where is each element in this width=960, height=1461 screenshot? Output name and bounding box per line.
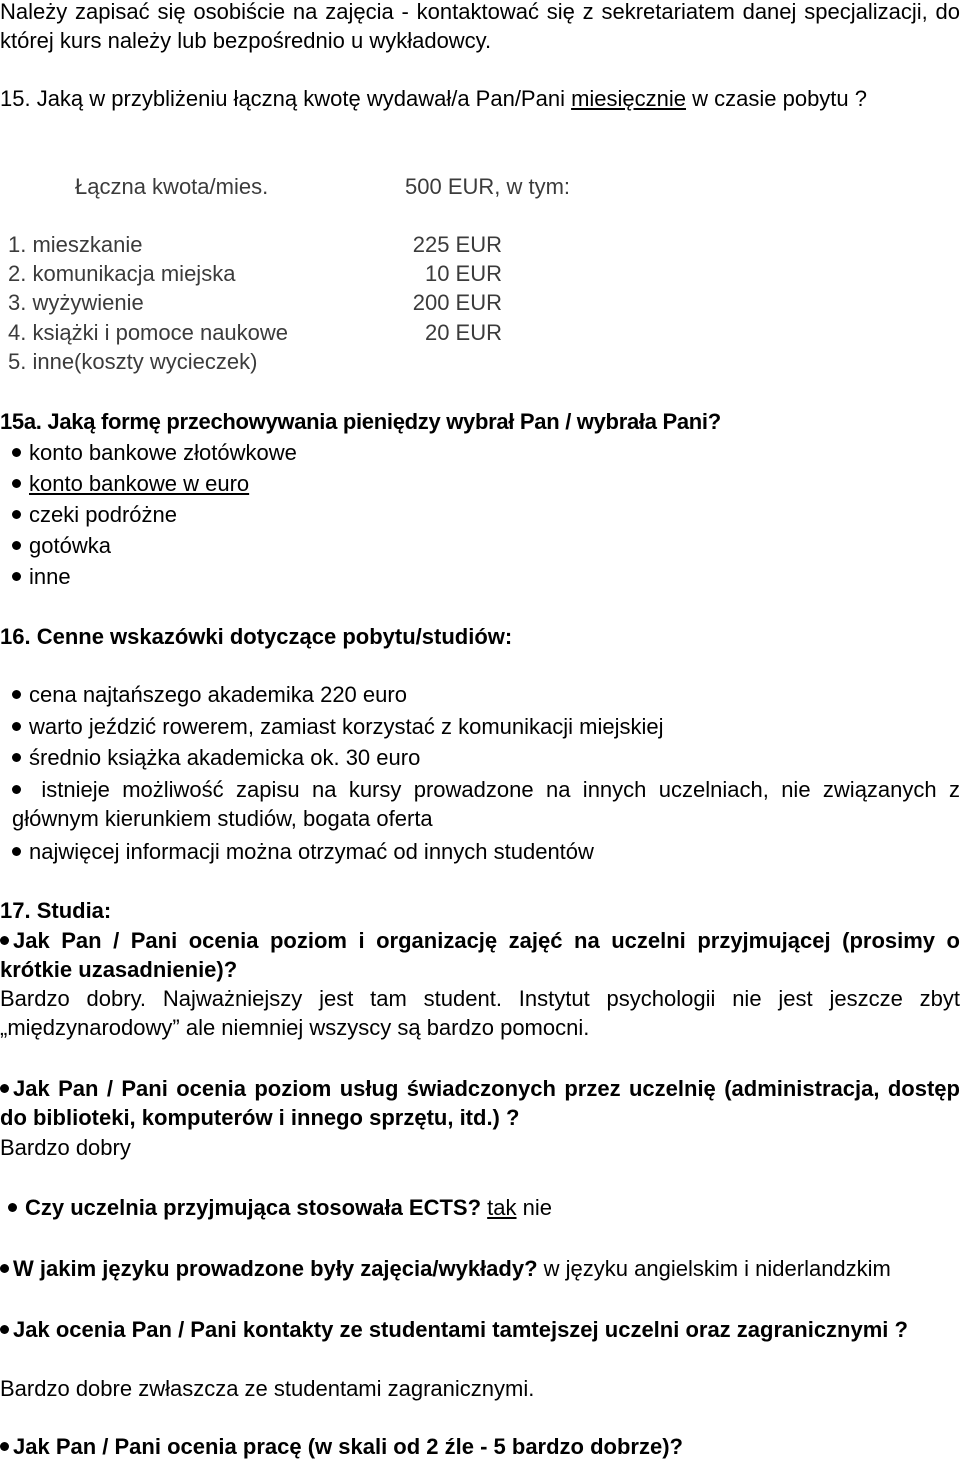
bullet-icon xyxy=(12,690,21,699)
q16-tip-text: najwięcej informacji można otrzymać od innych studentów xyxy=(29,839,594,864)
q17-question-3-text: Czy uczelnia przyjmująca stosowała ECTS? xyxy=(25,1195,482,1220)
q17-answer-3-yes: tak xyxy=(487,1195,517,1220)
q17-question-3 xyxy=(8,1193,960,1222)
bullet-icon xyxy=(0,936,9,945)
q17-question-6-text: Jak Pan / Pani ocenia pracę (w skali od 2 źle - 5 bardzo dobrze)? xyxy=(13,1434,683,1459)
bullet-icon xyxy=(12,448,21,457)
q15-item-label: 5. inne(koszty wycieczek) xyxy=(8,349,258,374)
q15a-option-label: inne xyxy=(29,564,71,589)
bullet-icon xyxy=(12,722,21,731)
bullet-icon xyxy=(12,847,21,856)
q15a-option xyxy=(12,438,960,467)
bullet-icon xyxy=(12,541,21,550)
q15a-question: 15a. Jaką formę przechowywania pieniędzy wybrał Pan / wybrała Pani? xyxy=(0,409,721,434)
q15-item-row xyxy=(0,230,960,259)
q16-tip xyxy=(12,712,960,741)
q15a-option xyxy=(12,531,960,560)
q15-suffix: w czasie pobytu ? xyxy=(686,86,867,111)
bullet-icon xyxy=(12,572,21,581)
bullet-icon xyxy=(12,785,21,794)
q15a-option-label: gotówka xyxy=(29,533,111,558)
bullet-icon xyxy=(0,1442,9,1451)
q17-answer-2: Bardzo dobry xyxy=(0,1135,131,1160)
q17-question-6 xyxy=(0,1432,960,1461)
bullet-icon xyxy=(0,1264,9,1273)
q15-item-label: 3. wyżywienie xyxy=(8,290,144,315)
q15-total-row xyxy=(0,172,960,201)
q16-question: 16. Cenne wskazówki dotyczące pobytu/studiów: xyxy=(0,624,513,649)
q16-tip-text: cena najtańszego akademika 220 euro xyxy=(29,682,407,707)
q16-tip xyxy=(12,743,960,772)
bullet-icon xyxy=(0,1325,9,1334)
q15a-option-label: konto bankowe w euro xyxy=(29,471,250,496)
q16-tip xyxy=(12,775,960,833)
q17-question-2 xyxy=(0,1074,960,1132)
bullet-icon xyxy=(8,1203,17,1212)
q17-answer-4: w języku angielskim i niderlandzkim xyxy=(537,1256,891,1281)
bullet-icon xyxy=(12,753,21,762)
q15-item-row xyxy=(0,259,960,288)
q17-question-5-text: Jak ocenia Pan / Pani kontakty ze studentami tamtejszej uczelni oraz zagranicznymi ? xyxy=(13,1317,908,1342)
q17-answer-1: Bardzo dobry. Najważniejszy jest tam student. Instytut psychologii nie jest jeszcze zbyt „międzynarodowy” ale niemniej wszyscy są bardzo pomocni. xyxy=(0,986,960,1040)
q17-question-5 xyxy=(0,1315,960,1344)
q15-prefix: 15. Jaką w przybliżeniu łączną kwotę wydawał/a Pan/Pani xyxy=(0,86,572,111)
q16-tip-text: warto jeździć rowerem, zamiast korzystać z komunikacji miejskiej xyxy=(29,714,664,739)
q15-item-row xyxy=(0,318,960,347)
q15-item-label: 1. mieszkanie xyxy=(8,232,143,257)
q17-question-2-text: Jak Pan / Pani ocenia poziom usług świadczonych przez uczelnię (administracja, dostęp do biblioteki, komputerów i innego sprzętu, itd.) ? xyxy=(0,1076,960,1130)
q15-underlined: miesięcznie xyxy=(571,86,687,111)
q17-question-1-text: Jak Pan / Pani ocenia poziom i organizację zajęć na uczelni przyjmującej (prosimy o krótkie uzasadnienie)? xyxy=(0,928,960,982)
q17-answer-5: Bardzo dobre zwłaszcza ze studentami zagranicznymi. xyxy=(0,1376,535,1401)
q15-item-amount: 200 EUR xyxy=(412,290,502,315)
bullet-icon xyxy=(0,1084,9,1093)
q15-item-row xyxy=(0,288,960,317)
q17-heading: 17. Studia: xyxy=(0,898,112,923)
q16-tip xyxy=(12,837,960,866)
q15a-option xyxy=(12,500,960,529)
q15a-option xyxy=(12,562,960,591)
q15-total-value: 500 EUR, w tym: xyxy=(405,174,571,199)
q15-item-row xyxy=(0,347,960,376)
q15-total-label: Łączna kwota/mies. xyxy=(75,174,269,199)
q15-item-label: 4. książki i pomoce naukowe xyxy=(8,320,289,345)
q15-item-amount: 20 EUR xyxy=(424,320,502,345)
intro-paragraph: Należy zapisać się osobiście na zajęcia - kontaktować się z sekretariatem danej specjalizacji, do której kurs należy lub bezpośrednio u wykładowcy. xyxy=(0,0,960,53)
q15-question xyxy=(0,84,960,113)
q17-question-1 xyxy=(0,926,960,984)
q16-tip-text: średnio książka akademicka ok. 30 euro xyxy=(29,745,421,770)
bullet-icon xyxy=(12,479,21,488)
q15a-option-label: czeki podróżne xyxy=(29,502,177,527)
q15-item-amount: 225 EUR xyxy=(412,232,502,257)
q17-question-4 xyxy=(0,1254,960,1283)
q15-item-amount: 10 EUR xyxy=(424,261,502,286)
q15a-option-label: konto bankowe złotówkowe xyxy=(29,440,297,465)
q17-answer-3-no: nie xyxy=(522,1195,552,1220)
q17-question-4-text: W jakim języku prowadzone były zajęcia/wykłady? xyxy=(13,1256,538,1281)
q16-tip xyxy=(12,680,960,709)
q16-tip-text: istnieje możliwość zapisu na kursy prowadzone na innych uczelniach, nie związanych z głównym kierunkiem studiów, bogata oferta xyxy=(12,777,960,831)
q15-item-label: 2. komunikacja miejska xyxy=(8,261,236,286)
bullet-icon xyxy=(12,510,21,519)
q15a-option-selected xyxy=(12,469,960,498)
